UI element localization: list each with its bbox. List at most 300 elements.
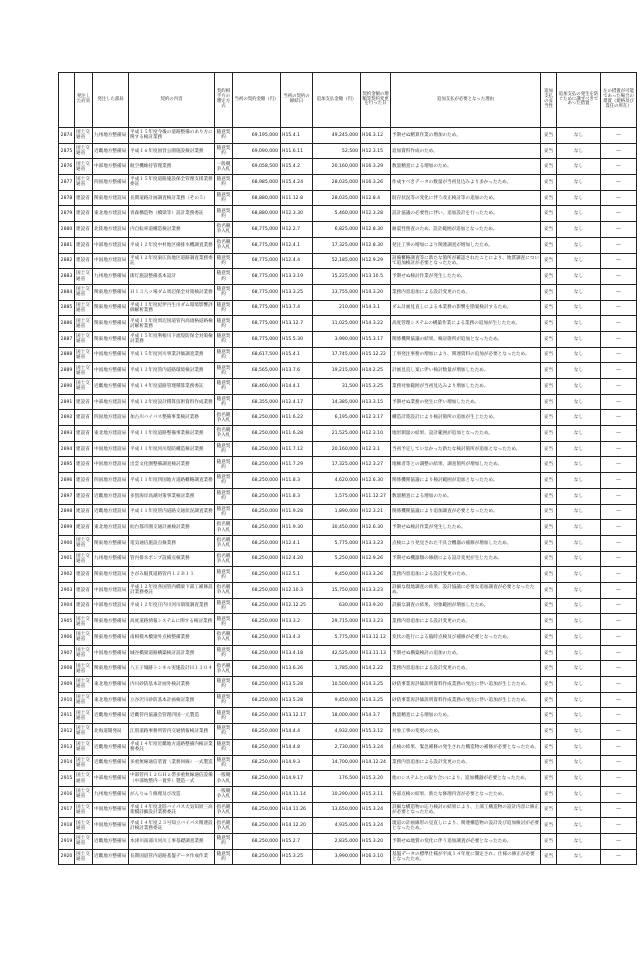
table-cell: 妥当 [541, 614, 557, 630]
table-cell: 国土交通省 [75, 786, 93, 802]
table-cell: 中部管内１２ＧＨｚ帯多重無線通信設備（中部地整内一置外）製造一式 [129, 771, 215, 787]
table-cell: 2888 [59, 347, 75, 363]
table-cell: 国土交通省 [75, 708, 93, 724]
table-cell: なし [557, 379, 601, 395]
table-cell: 妥当 [541, 661, 557, 677]
table-cell: 近畿地方整備局 [93, 708, 129, 724]
table-cell: なし [557, 316, 601, 332]
table-cell: 妥当 [541, 331, 557, 347]
table-cell: 随意契約 [215, 724, 233, 740]
table-cell: 指名競争入札 [215, 426, 233, 442]
table-cell: 2907 [59, 645, 75, 661]
table-cell: 妥当 [541, 316, 557, 332]
table-cell: 平成１１年度河川堤防構造検討業務 [129, 441, 215, 457]
table-row [59, 535, 637, 551]
table-cell: ― [601, 269, 637, 285]
table-cell: 航空機維持管理業務 [129, 159, 215, 175]
table-cell: 68,250,000 [233, 739, 281, 755]
table-cell: 68,250,000 [233, 755, 281, 771]
table-cell: ― [601, 190, 637, 206]
table-cell: 国土交通省 [75, 833, 93, 849]
table-cell: 城谷橋梁道路構築検討設計業務 [129, 645, 215, 661]
table-cell: 他のシステムとの取り合いにより、追加機器が必要となったため。 [391, 771, 541, 787]
table-cell: なし [557, 661, 601, 677]
table-cell: 建設省 [75, 426, 93, 442]
table-cell: 出雲文化圏整備調査検討業務 [129, 457, 215, 473]
table-cell: ― [601, 222, 637, 238]
table-row [59, 614, 637, 630]
table-cell: 2912 [59, 724, 75, 740]
table-cell: 指名競争入札 [215, 582, 233, 598]
table-cell: なし [557, 535, 601, 551]
table-cell: H11.12.8 [281, 190, 313, 206]
table-cell: なし [557, 175, 601, 191]
table-cell: H12.4.17 [281, 394, 313, 410]
table-cell: 妥当 [541, 206, 557, 222]
table-cell: H13.12.17 [281, 708, 313, 724]
table-cell: 妥当 [541, 488, 557, 504]
table-cell: 建設省 [75, 457, 93, 473]
table-cell: 2,730,000 [313, 739, 361, 755]
table-cell: 妥当 [541, 253, 557, 269]
table-cell: 68,250,000 [233, 849, 281, 865]
table-cell: 平成１４年度２３号知立バイパス関連設計検討業務委託 [129, 818, 215, 834]
table-cell: 中国地方建設局 [93, 441, 129, 457]
table-cell: 5,775,000 [313, 535, 361, 551]
table-cell: 14,700,000 [313, 755, 361, 771]
table-cell: 妥当 [541, 535, 557, 551]
table-cell: 関東地方整備局 [93, 614, 129, 630]
table-cell: 68,775,000 [233, 300, 281, 316]
table-cell: 21,525,000 [313, 426, 361, 442]
table-cell: H11.6.28 [281, 426, 313, 442]
table-cell: H12.8.4 [361, 190, 391, 206]
table-cell: H15.2.7 [281, 833, 313, 849]
table-cell: 国土交通省 [75, 551, 93, 567]
table-cell: 関係機関協議の結果、検討箇所が追加となったため。 [391, 331, 541, 347]
table-cell: 追加資料作成のため。 [391, 143, 541, 159]
table-cell: 9,450,000 [313, 692, 361, 708]
table-cell: 2915 [59, 771, 75, 787]
table-cell: 13,755,000 [313, 284, 361, 300]
table-cell: 69,058,500 [233, 159, 281, 175]
table-cell: ― [601, 818, 637, 834]
table-cell: H13.12.7 [281, 316, 313, 332]
table-row [59, 206, 637, 222]
table-cell: 随意契約 [215, 488, 233, 504]
contracts-table [58, 72, 637, 865]
table-cell: 既存状況等の変化に伴う改正検討等の追加のため。 [391, 190, 541, 206]
table-cell: H16.3.29 [361, 159, 391, 175]
table-cell: 29,715,000 [313, 614, 361, 630]
table-cell: 2913 [59, 739, 75, 755]
table-cell: なし [557, 457, 601, 473]
table-cell: 15,750,000 [313, 582, 361, 598]
table-cell: 業務対象範囲が当初見込みより増加したため。 [391, 379, 541, 395]
table-cell: H15.3.11 [361, 786, 391, 802]
column-header: 左の措置が可能であった場合の措置（規格及び責任の所在） [601, 73, 637, 128]
table-cell: H16.3.12 [361, 128, 391, 144]
table-cell: H11.7.29 [281, 457, 313, 473]
table-cell: 妥当 [541, 441, 557, 457]
table-cell: 68,250,000 [233, 426, 281, 442]
table-cell: 28,035,000 [313, 190, 361, 206]
table-cell: H11.12.27 [361, 488, 391, 504]
table-cell: 随意契約 [215, 504, 233, 520]
table-cell: H15.4.24 [281, 175, 313, 191]
table-cell: 68,250,000 [233, 818, 281, 834]
table-cell: 業務内容追加による設計変更のため。 [391, 755, 541, 771]
table-cell: 2876 [59, 159, 75, 175]
table-cell: H12.5.1 [281, 567, 313, 583]
table-cell: 68,880,000 [233, 190, 281, 206]
table-cell: 加古川バイパス整備事業検討業務 [129, 410, 215, 426]
table-row [59, 488, 637, 504]
table-cell: 14,385,000 [313, 394, 361, 410]
table-cell: 近畿地方整備局 [93, 849, 129, 865]
table-row [59, 237, 637, 253]
table-cell: 建設省 [75, 206, 93, 222]
table-cell: ― [601, 237, 637, 253]
table-cell: 八王子城跡トンネル実施設計Ｈ１３０４ [129, 661, 215, 677]
table-cell: ― [601, 504, 637, 520]
table-cell: 随意契約 [215, 175, 233, 191]
table-cell: 建設省 [75, 190, 93, 206]
table-cell: 随意契約 [215, 755, 233, 771]
table-cell: H13.10.5 [361, 269, 391, 285]
table-cell: なし [557, 331, 601, 347]
table-cell: 52,185,000 [313, 253, 361, 269]
table-cell: 近畿地方整備局 [93, 379, 129, 395]
table-cell: 2899 [59, 520, 75, 536]
table-row [59, 739, 637, 755]
table-cell: なし [557, 833, 601, 849]
table-cell: 近畿地方整備局 [93, 739, 129, 755]
table-cell: なし [557, 708, 601, 724]
table-cell: 68,250,000 [233, 833, 281, 849]
table-cell: ― [601, 771, 637, 787]
table-cell: 高度道路情報システムに関する検討業務 [129, 614, 215, 630]
table-cell: 妥当 [541, 551, 557, 567]
table-cell: 随意契約 [215, 331, 233, 347]
table-cell: ― [601, 331, 637, 347]
table-cell: 平成１１年度管内道路交通状況調査業務 [129, 504, 215, 520]
table-cell: 中国地方整備局 [93, 363, 129, 379]
table-cell: 19,215,000 [313, 363, 361, 379]
table-cell: 建設省 [75, 582, 93, 598]
table-cell: 九州地方整備局 [93, 551, 129, 567]
table-cell: 2909 [59, 677, 75, 693]
table-cell: 平成１２年度各国管内橋梁下部工補修設計業務委託 [129, 582, 215, 598]
table-cell: 630,000 [313, 598, 361, 614]
table-cell: H14.11.26 [281, 802, 313, 818]
table-cell: 変状の進行による臨時点検及び補修が必要となったため。 [391, 630, 541, 646]
column-header: 追加支払の発生を防ぐために講ずべきであった措置 [557, 73, 601, 128]
table-row [59, 802, 637, 818]
table-cell: 妥当 [541, 159, 557, 175]
table-cell: なし [557, 677, 601, 693]
table-cell: 妥当 [541, 128, 557, 144]
table-cell: 仙台都市圏交通計画検討業務 [129, 520, 215, 536]
table-cell: H15.3.25 [281, 849, 313, 865]
table-cell: なし [557, 410, 601, 426]
table-cell: H12.3.17 [361, 410, 391, 426]
table-cell: 2,835,000 [313, 833, 361, 849]
table-cell: 68,250,000 [233, 677, 281, 693]
table-row [59, 567, 637, 583]
table-cell: 指名競争入札 [215, 802, 233, 818]
table-cell: 5,250,000 [313, 551, 361, 567]
table-cell: 2916 [59, 786, 75, 802]
table-row [59, 818, 637, 834]
table-row [59, 786, 637, 802]
table-cell: 妥当 [541, 771, 557, 787]
table-cell: H12.3.30 [281, 206, 313, 222]
table-cell: H13.3.15 [361, 394, 391, 410]
table-cell: 国土交通省 [75, 331, 93, 347]
table-cell: 指名競争入札 [215, 410, 233, 426]
table-cell: なし [557, 206, 601, 222]
table-cell: 平成１１年度四国地方道路概略調査業務 [129, 473, 215, 489]
table-cell: 妥当 [541, 175, 557, 191]
table-cell: 国土交通省 [75, 379, 93, 395]
table-cell: 国土交通省 [75, 645, 93, 661]
table-row [59, 457, 637, 473]
table-row [59, 849, 637, 865]
table-cell: 妥当 [541, 567, 557, 583]
table-cell: 随意契約 [215, 363, 233, 379]
table-cell: 国土交通省 [75, 316, 93, 332]
table-cell: H14.12.24 [361, 755, 391, 771]
table-cell: H14.3.25 [361, 677, 391, 693]
table-cell: 中部地方整備局 [93, 159, 129, 175]
table-cell: 国土交通省 [75, 849, 93, 865]
table-cell: 中国地方建設局 [93, 457, 129, 473]
table-cell: H16.3.26 [361, 175, 391, 191]
table-cell: 建設省 [75, 598, 93, 614]
table-cell: H12.3.21 [361, 504, 391, 520]
table-cell: 68,250,000 [233, 441, 281, 457]
table-cell: H13.7.4 [281, 300, 313, 316]
table-cell: 国土交通省 [75, 724, 93, 740]
table-row [59, 441, 637, 457]
table-cell: 52,500 [313, 143, 361, 159]
table-cell: 建設省 [75, 520, 93, 536]
table-cell: 68,250,000 [233, 598, 281, 614]
table-row [59, 771, 637, 787]
table-cell: 2882 [59, 253, 75, 269]
table-cell: 詳細な現地調査の結果、設計協議に必要な追加調査が必要となったため。 [391, 582, 541, 598]
table-cell: 国土交通省 [75, 802, 93, 818]
table-cell: 妥当 [541, 237, 557, 253]
table-cell: 2894 [59, 441, 75, 457]
table-cell: 1,890,000 [313, 504, 361, 520]
table-cell: 各部点検の結果、新たな修理内容が必要となったため。 [391, 786, 541, 802]
table-cell: 地形測量の結果、設計範囲が追加となったため。 [391, 426, 541, 442]
table-cell: 平成１３年度紀伊丹生川ダム環境影響評価解析業務 [129, 300, 215, 316]
table-cell: 国土交通省 [75, 692, 93, 708]
table-cell: ― [601, 175, 637, 191]
table-cell: 6,195,000 [313, 410, 361, 426]
table-cell: H13.4.18 [281, 645, 313, 661]
table-cell: 68,250,000 [233, 551, 281, 567]
table-row [59, 833, 637, 849]
table-cell: 妥当 [541, 300, 557, 316]
table-cell: H12.8.30 [361, 222, 391, 238]
table-cell: 42,525,000 [313, 645, 361, 661]
table-row [59, 708, 637, 724]
table-cell: 平成１６年度国営公園施設検討業務 [129, 143, 215, 159]
table-cell: 68,250,000 [233, 614, 281, 630]
table-cell: H13.3.19 [281, 269, 313, 285]
table-row [59, 645, 637, 661]
table-cell: 68,250,000 [233, 457, 281, 473]
table-cell: 妥当 [541, 363, 557, 379]
table-cell: 2904 [59, 598, 75, 614]
table-row [59, 284, 637, 300]
table-cell: ― [601, 786, 637, 802]
table-cell: ― [601, 159, 637, 175]
table-cell: ― [601, 614, 637, 630]
table-cell: 平成１１年度道路整備事業検討業務 [129, 426, 215, 442]
table-cell: 国土交通省 [75, 755, 93, 771]
table-cell: 国土交通省 [75, 284, 93, 300]
table-cell: 妥当 [541, 520, 557, 536]
table-cell: H11.8.3 [281, 473, 313, 489]
table-cell: 随意契約 [215, 128, 233, 144]
table-cell: 多重無線通信装置（業務回線）一式製造 [129, 755, 215, 771]
table-cell: H15.3.24 [361, 739, 391, 755]
table-cell: 随意契約 [215, 143, 233, 159]
table-cell: なし [557, 284, 601, 300]
table-cell: 建設省 [75, 410, 93, 426]
table-row [59, 347, 637, 363]
table-cell: 妥当 [541, 786, 557, 802]
table-row [59, 692, 637, 708]
table-cell: 東北地方建設局 [93, 426, 129, 442]
table-cell: H13.9.20 [361, 598, 391, 614]
table-cell: 国土交通省 [75, 818, 93, 834]
table-cell: H12.6.30 [361, 473, 391, 489]
table-cell: 多賀海岸高潮対策事業検討業務 [129, 488, 215, 504]
table-cell: 国土交通省 [75, 661, 93, 677]
table-cell: 平成１４年度北陸バイパス大気知原三高架橋詳細設計業務委託 [129, 802, 215, 818]
table-cell: 予期せぬ構築検討の追加のため。 [391, 645, 541, 661]
table-cell: 68,775,000 [233, 269, 281, 285]
table-cell: 平成１２年度庄内川河川環境調査業務 [129, 598, 215, 614]
table-cell: 国土交通省 [75, 143, 93, 159]
table-cell: 国土交通省 [75, 535, 93, 551]
table-cell: H14.2.25 [361, 363, 391, 379]
table-cell: H12.3.28 [361, 206, 391, 222]
table-cell: なし [557, 488, 601, 504]
table-cell: 妥当 [541, 833, 557, 849]
table-cell: H12.2.7 [281, 222, 313, 238]
table-cell: 近畿地方整備局 [93, 833, 129, 849]
table-cell: ― [601, 143, 637, 159]
table-cell: 68,250,000 [233, 645, 281, 661]
table-cell: 中部地方建設局 [93, 598, 129, 614]
table-cell: 2897 [59, 488, 75, 504]
table-cell: 68,250,000 [233, 802, 281, 818]
table-cell: H15.4.1 [281, 128, 313, 144]
table-cell: 2883 [59, 269, 75, 285]
table-cell: 中国地方整備局 [93, 802, 129, 818]
table-cell: なし [557, 786, 601, 802]
table-cell: H14.4.8 [281, 739, 313, 755]
table-cell: 妥当 [541, 582, 557, 598]
table-cell: ― [601, 724, 637, 740]
table-cell: 中部地方建設局 [93, 237, 129, 253]
table-cell: 妥当 [541, 394, 557, 410]
table-cell: 一般競争入札 [215, 159, 233, 175]
table-cell: ― [601, 661, 637, 677]
table-cell: 高度管理システムの構築作業による業務の追加が生じたため。 [391, 316, 541, 332]
table-cell: 68,775,000 [233, 222, 281, 238]
table-cell: 工事発注事務の増加により、関連資料の追加が必要となったため。 [391, 347, 541, 363]
table-cell: 68,250,000 [233, 708, 281, 724]
table-cell: 点検により発見された不具合機器の補修が増加したため。 [391, 535, 541, 551]
table-row [59, 598, 637, 614]
table-cell: 随意契約 [215, 614, 233, 630]
table-cell: H11.9.30 [281, 520, 313, 536]
table-cell: ― [601, 347, 637, 363]
table-cell: 妥当 [541, 739, 557, 755]
table-cell: 20,160,000 [313, 159, 361, 175]
table-cell: 68,775,000 [233, 331, 281, 347]
table-cell: 2896 [59, 473, 75, 489]
table-cell: 建設省 [75, 222, 93, 238]
table-cell: 建設省 [75, 567, 93, 583]
table-cell: 詳細な調査の結果、対象範囲が増加したため。 [391, 598, 541, 614]
table-cell: 2889 [59, 363, 75, 379]
table-cell: 関東地方整備局 [93, 300, 129, 316]
table-cell: 随意契約 [215, 284, 233, 300]
table-cell: ― [601, 128, 637, 144]
table-cell: H11.7.12 [281, 441, 313, 457]
table-cell: 随意契約 [215, 269, 233, 285]
table-cell: 近畿地方整備局 [93, 755, 129, 771]
table-row [59, 677, 637, 693]
table-cell: 四国地方建設局 [93, 473, 129, 489]
table-cell: 17,325,000 [313, 457, 361, 473]
table-cell: H14.3.1 [361, 300, 391, 316]
table-cell: H13.3.23 [361, 535, 391, 551]
table-cell: 関東地方整備局 [93, 630, 129, 646]
table-cell: なし [557, 724, 601, 740]
table-cell: H16.3.10 [361, 849, 391, 865]
table-cell: H13.11.13 [361, 645, 391, 661]
table-cell: なし [557, 347, 601, 363]
table-cell: 近畿管内協議会管理四国一元製造 [129, 708, 215, 724]
table-cell: 東北地方建設局 [93, 206, 129, 222]
table-cell: H14.3.25 [361, 692, 391, 708]
table-cell: 2920 [59, 849, 75, 865]
table-cell: なし [557, 159, 601, 175]
table-cell: 関係機関協議により検討範囲が追加となったため。 [391, 473, 541, 489]
table-cell: 68,250,000 [233, 692, 281, 708]
table-cell: H14.3.7 [361, 708, 391, 724]
table-cell: 木津川南部川河川工事基礎調査業務 [129, 833, 215, 849]
table-cell: 随意契約 [215, 441, 233, 457]
table-cell: 68,985,000 [233, 175, 281, 191]
table-cell: 68,250,000 [233, 410, 281, 426]
table-cell: 砂防事業再評価説明資料作成業務の発注に伴い追加が生じたため。 [391, 692, 541, 708]
table-row [59, 379, 637, 395]
table-cell: H14.4.1 [281, 379, 313, 395]
table-cell: 妥当 [541, 222, 557, 238]
column-header: 契約金額の増額等契約変更を行った日 [361, 73, 391, 128]
